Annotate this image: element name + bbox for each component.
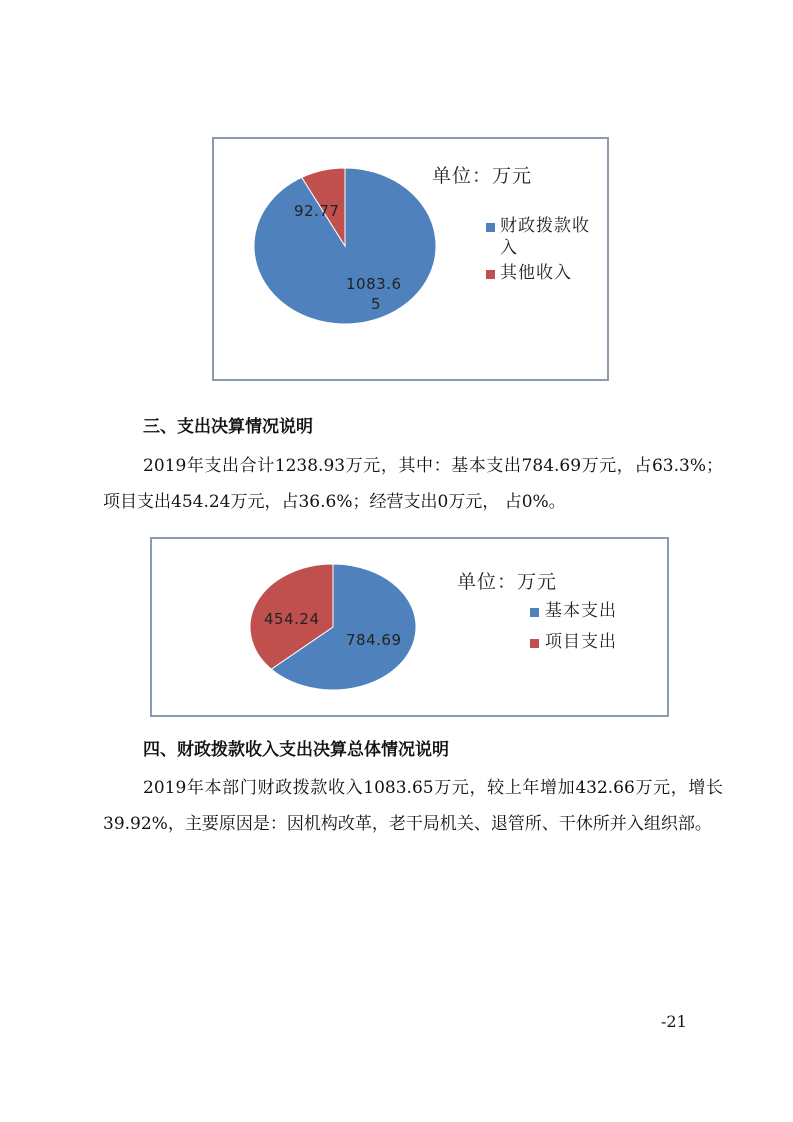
slice-label-basic-expenditure: 784.69 (346, 631, 402, 649)
slice-label-other-income: 92.77 (294, 202, 340, 220)
expenditure-pie-svg (152, 539, 671, 719)
income-pie-chart (212, 137, 609, 381)
legend-swatch-other-income (486, 270, 495, 279)
legend-swatch-project-expenditure (530, 639, 539, 648)
section4-paragraph: 2019年本部门财政拨款收入1083.65万元，较上年增加432.66万元，增长39.92%，主要原因是：因机构改革，老干局机关、退管所、干休所并入组织部。 (103, 778, 723, 834)
legend-project-expenditure: 项目支出 (545, 632, 617, 652)
section3-heading: 三、支出决算情况说明 (143, 417, 313, 437)
slice-label-fiscal-income: 1083.6 (346, 275, 402, 293)
income-pie-svg (214, 139, 611, 383)
unit-label: 单位：万元 (457, 571, 558, 593)
legend-swatch-fiscal-income (486, 223, 495, 232)
legend-other-income: 其他收入 (500, 263, 572, 283)
section4-heading: 四、财政拨款收入支出决算总体情况说明 (143, 740, 449, 760)
legend-basic-expenditure: 基本支出 (545, 601, 617, 621)
slice-label-project-expenditure: 454.24 (264, 610, 320, 628)
slice-label-fiscal-income-wrap: 5 (371, 295, 382, 313)
legend-swatch-basic-expenditure (530, 608, 539, 617)
unit-label: 单位：万元 (432, 165, 533, 187)
section3-paragraph: 2019年支出合计1238.93万元，其中：基本支出784.69万元，占63.3%；项目支出454.24万元，占36.6%；经营支出0万元， 占0%。 (103, 456, 723, 512)
legend-fiscal-income: 财政拨款收入 (500, 216, 590, 258)
expenditure-pie-chart (150, 537, 669, 717)
page-number: -21 (661, 1012, 687, 1031)
